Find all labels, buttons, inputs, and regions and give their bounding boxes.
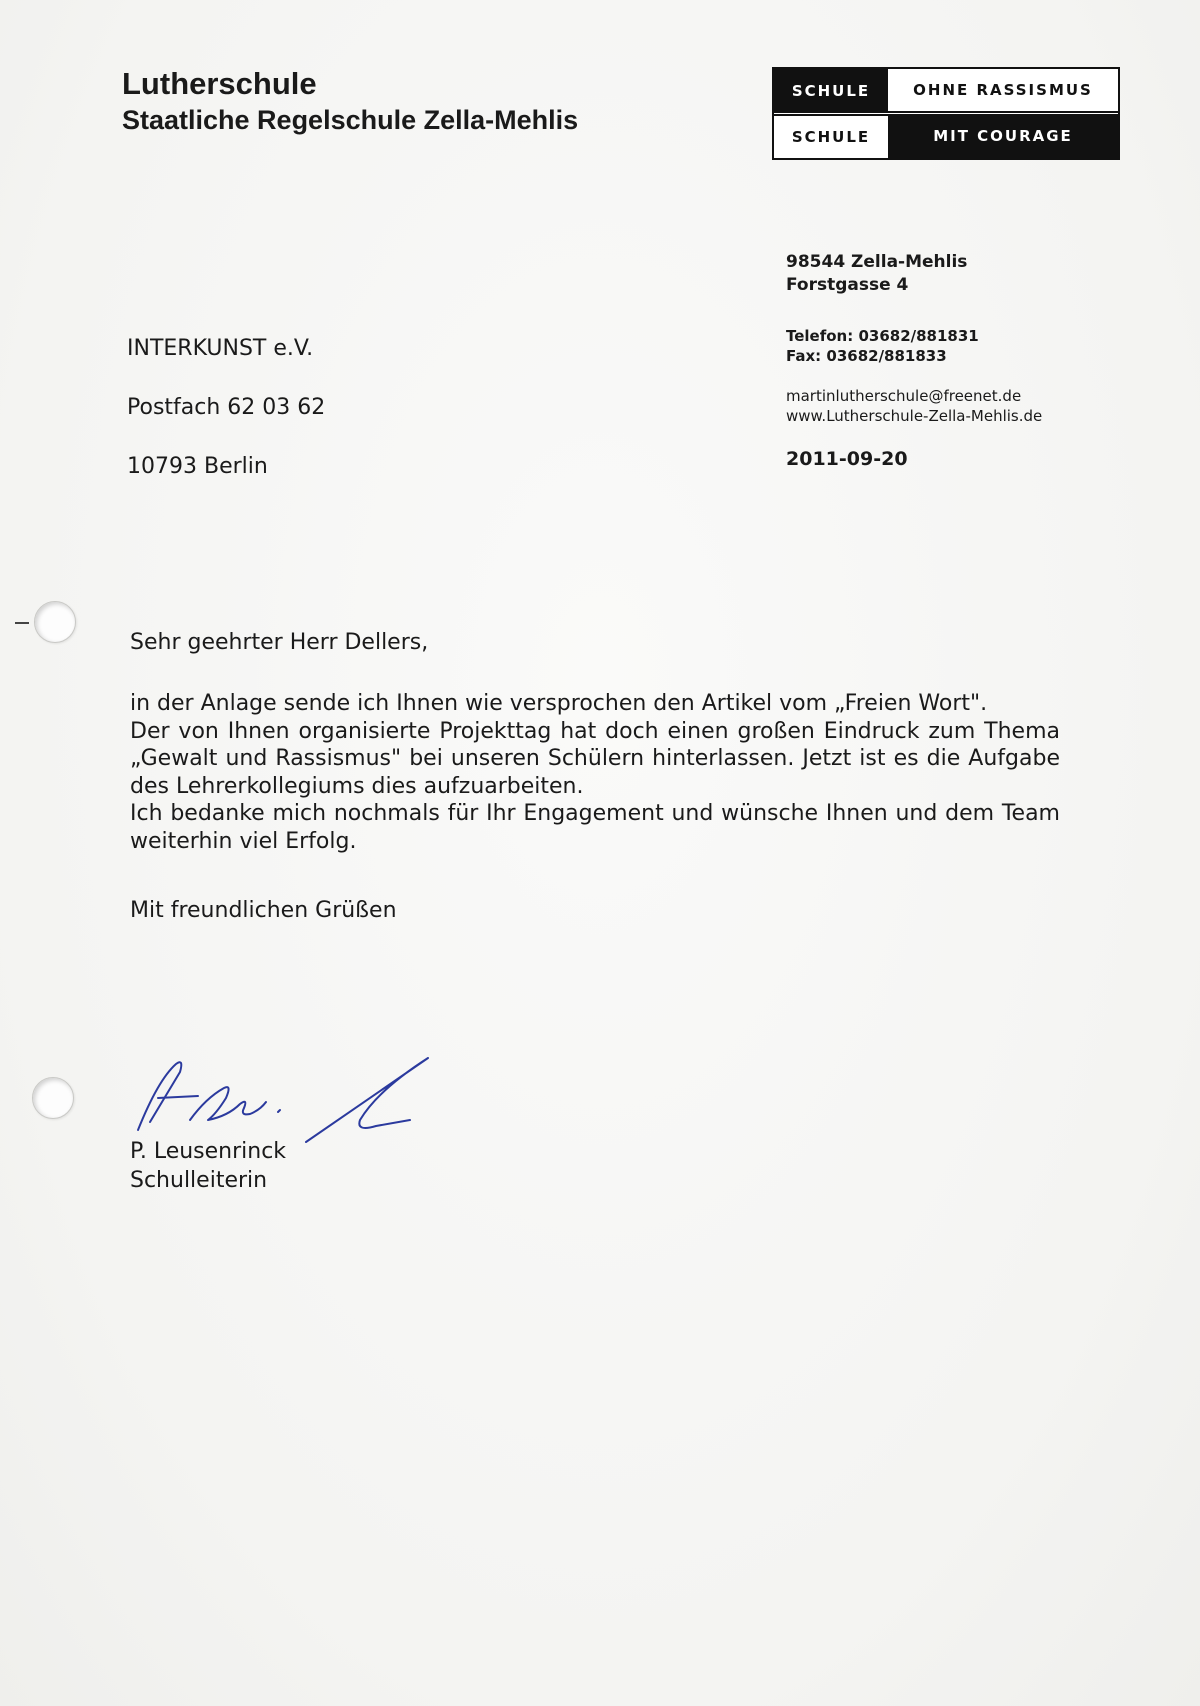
schule-ohne-rassismus-logo (772, 67, 1120, 160)
letter-date: 2011-09-20 (786, 448, 908, 470)
school-subtitle: Staatliche Regelschule Zella-Mehlis (122, 105, 579, 135)
recipient-po-box: Postfach 62 03 62 (127, 395, 326, 420)
body-paragraph: Der von Ihnen organisierte Projekttag hat doch einen großen Eindruck zum Thema „Gewalt und Rassismus" bei unseren Schülern hinterlassen. Jetzt ist es die Aufgabe des Lehrerkollegiums dies aufzuarbeiten. (130, 718, 1060, 799)
logo-cell-4: MIT COURAGE (888, 114, 1118, 158)
sender-email: martinlutherschule@freenet.de (786, 387, 1022, 405)
punch-hole-bottom (32, 1077, 74, 1119)
fold-mark (15, 622, 29, 624)
closing: Mit freundlichen Grüßen (130, 898, 397, 923)
recipient-city: 10793 Berlin (127, 454, 268, 479)
signer-title: Schulleiterin (130, 1168, 268, 1193)
signer-block (130, 1137, 286, 1195)
sender-phone: Telefon: 03682/881831 (786, 327, 979, 345)
school-name: Lutherschule (122, 66, 317, 101)
body-paragraph: Ich bedanke mich nochmals für Ihr Engagement und wünsche Ihnen und dem Team weiterhin viel Erfolg. (130, 801, 1060, 854)
logo-cell-2: OHNE RASSISMUS (888, 69, 1118, 113)
sender-website: www.Lutherschule-Zella-Mehlis.de (786, 407, 1043, 425)
sender-street: Forstgasse 4 (786, 275, 909, 295)
recipient-name: INTERKUNST e.V. (127, 336, 314, 361)
sender-fax: Fax: 03682/881833 (786, 347, 947, 365)
punch-hole-top (34, 601, 76, 643)
salutation: Sehr geehrter Herr Dellers, (130, 630, 429, 655)
letter-body (130, 690, 1060, 855)
logo-cell-1: SCHULE (774, 69, 888, 113)
signer-name: P. Leusenrinck (130, 1139, 287, 1164)
logo-cell-3: SCHULE (774, 114, 888, 158)
body-paragraph: in der Anlage sende ich Ihnen wie versprochen den Artikel vom „Freien Wort". (130, 691, 988, 716)
sender-postal-city: 98544 Zella-Mehlis (786, 252, 968, 272)
